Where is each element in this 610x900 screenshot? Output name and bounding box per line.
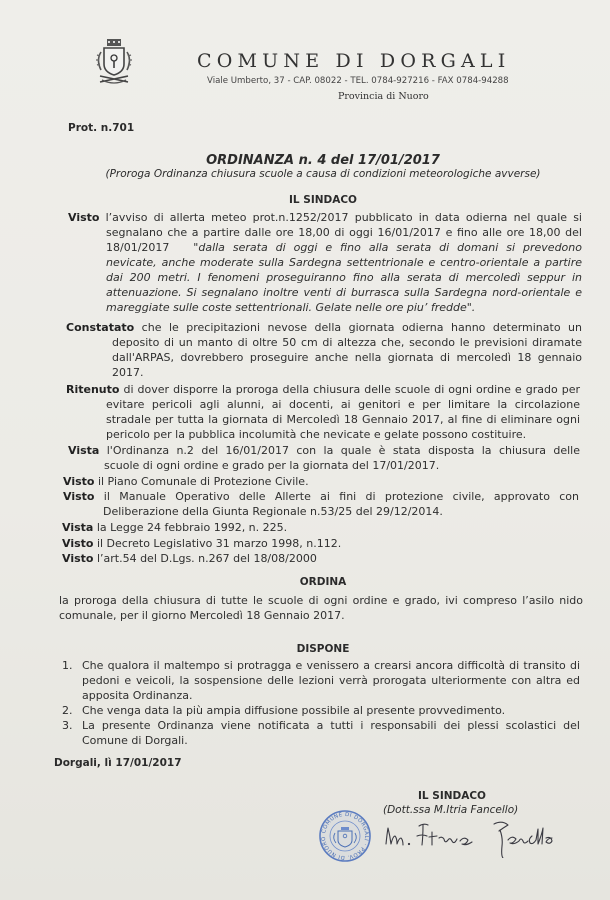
paragraph-visto-manuale bbox=[63, 489, 579, 519]
coat-of-arms-icon bbox=[92, 38, 136, 86]
letterhead-address: Viale Umberto, 37 - CAP. 08022 - TEL. 0784-927216 - FAX 0784-94288 bbox=[207, 76, 509, 86]
list-number: 1. bbox=[62, 659, 73, 672]
text-line: scuole di ogni ordine e grado per la giornata del 17/01/2017. bbox=[104, 459, 440, 472]
place-date: Dorgali, lì 17/01/2017 bbox=[54, 757, 182, 769]
keyword: Ritenuto bbox=[66, 383, 120, 396]
letterhead-province: Provincia di Nuoro bbox=[338, 91, 429, 102]
text-line: Che qualora il maltempo si protragga e venissero a crearsi ancora difficoltà di transito di bbox=[82, 659, 580, 672]
paragraph-vista-ordinanza bbox=[68, 443, 580, 473]
keyword: Visto bbox=[63, 490, 95, 503]
text-line: Deliberazione della Giunta Regionale n.53/25 del 29/12/2014. bbox=[103, 505, 443, 518]
text-line: Comune di Dorgali. bbox=[82, 734, 188, 747]
text-line: deposito di un manto di oltre 50 cm di altezza che, secondo le previsioni diramate bbox=[112, 336, 582, 349]
text-line: 2017. bbox=[112, 366, 144, 379]
dispone-item-2 bbox=[62, 703, 580, 718]
text-line: dall'ARPAS, dovrebbero proseguire anche nella giornata di mercoledì 18 gennaio bbox=[112, 351, 582, 364]
text-line: comunale, per il giorno Mercoledì 18 Gennaio 2017. bbox=[59, 609, 345, 622]
dispone-item-1 bbox=[62, 658, 580, 703]
quoted-text: attenuazione. Si segnalano inoltre venti di burrasca sulla Sardegna nord-orientale e bbox=[106, 286, 582, 299]
text-line: La presente Ordinanza viene notificata a tutti i responsabili dei plessi scolastici del bbox=[82, 719, 580, 732]
text-line: pericolo per la pubblica incolumità che nevicate e gelate possono costituire. bbox=[106, 428, 527, 441]
text-line: il Manuale Operativo delle Allerte ai fini di protezione civile, approvato con bbox=[103, 490, 579, 503]
text-line: di dover disporre la proroga della chiusura delle scuole di ogni ordine e grado per bbox=[123, 383, 580, 396]
official-stamp bbox=[318, 809, 372, 863]
quoted-text: mareggiate sulle coste settentrionali. Gelate nelle ore piu’ fredde". bbox=[106, 301, 476, 314]
text-line: che le precipitazioni nevose della giornata odierna hanno determinato un bbox=[141, 321, 582, 334]
heading-ordina: ORDINA bbox=[299, 576, 347, 588]
svg-text:COMUNE DI DORGALI · PROV. DI N: COMUNE DI DORGALI · PROV. DI NUORO bbox=[320, 811, 370, 861]
text-line: l'Ordinanza n.2 del 16/01/2017 con la quale è stata disposta la chiusura delle bbox=[106, 444, 580, 457]
ordinance-subtitle: (Proroga Ordinanza chiusura scuole a causa di condizioni meteorologiche avverse) bbox=[105, 168, 541, 180]
quoted-text: dai 200 metri. I fenomeni proseguiranno fino alla serata di mercoledì seppur in bbox=[106, 271, 582, 284]
keyword: Vista bbox=[62, 521, 94, 534]
signatory-title: IL SINDACO bbox=[418, 790, 486, 802]
paragraph-ordina bbox=[59, 593, 583, 623]
quoted-text: nevicate, anche moderate sulla Sardegna settentrionale e centro-orientale a partire bbox=[106, 256, 582, 269]
signatory-name: (Dott.ssa M.Itria Fancello) bbox=[383, 804, 519, 816]
text-line: la Legge 24 febbraio 1992, n. 225. bbox=[96, 521, 288, 534]
keyword: Constatato bbox=[66, 321, 135, 334]
text-line: stradale per tutta la giornata di Mercoledì 18 Gennaio 2017, al fine di eliminare ogni bbox=[106, 413, 580, 426]
text-line: evitare pericoli agli alunni, ai docenti, ai genitori e per limitare la circolazione bbox=[106, 398, 580, 411]
quoted-text: "dalla serata di oggi e fino alla serata di domani si prevedono bbox=[193, 241, 582, 254]
ordinance-title: ORDINANZA n. 4 del 17/01/2017 bbox=[206, 153, 440, 168]
dispone-item-3 bbox=[62, 718, 580, 748]
paragraph-constatato bbox=[66, 320, 582, 380]
paragraph-visto-avviso bbox=[68, 210, 582, 315]
text-line: Che venga data la più ampia diffusione possibile al presente provvedimento. bbox=[82, 704, 506, 717]
paragraph-vista-legge bbox=[62, 520, 578, 535]
text-line: segnalano che a partire dalle ore 18,00 di oggi 16/01/2017 e fino alle ore 18,00 del bbox=[106, 226, 582, 239]
text-line: la proroga della chiusura di tutte le scuole di ogni ordine e grado, ivi compreso l’asilo nido bbox=[59, 594, 583, 607]
paragraph-ritenuto bbox=[66, 382, 580, 442]
protocol-number: Prot. n.701 bbox=[68, 122, 135, 134]
list-number: 3. bbox=[62, 719, 73, 732]
paragraph-visto-piano bbox=[63, 474, 579, 489]
text-line: l’art.54 del D.Lgs. n.267 del 18/08/2000 bbox=[96, 552, 317, 565]
keyword: Vista bbox=[68, 444, 100, 457]
list-number: 2. bbox=[62, 704, 73, 717]
keyword: Visto bbox=[68, 211, 100, 224]
text-line: pedoni e veicoli, la sospensione delle lezioni verrà prorogata ulteriormente con altra ed bbox=[82, 674, 580, 687]
keyword: Visto bbox=[62, 537, 94, 550]
paragraph-visto-decreto bbox=[62, 536, 578, 551]
paragraph-visto-art54 bbox=[62, 551, 578, 566]
text-line: apposita Ordinanza. bbox=[82, 689, 193, 702]
text-line: il Piano Comunale di Protezione Civile. bbox=[97, 475, 309, 488]
text-line: l’avviso di allerta meteo prot.n.1252/2017 pubblicato in data odierna nel quale si bbox=[105, 211, 582, 224]
heading-il-sindaco: IL SINDACO bbox=[289, 194, 357, 206]
letterhead-title: COMUNE DI DORGALI bbox=[197, 50, 511, 72]
heading-dispone: DISPONE bbox=[296, 643, 350, 655]
text-line: il Decreto Legislativo 31 marzo 1998, n.112. bbox=[96, 537, 342, 550]
keyword: Visto bbox=[62, 552, 94, 565]
text-line: 18/01/2017 bbox=[106, 241, 170, 254]
handwritten-signature bbox=[382, 814, 562, 858]
keyword: Visto bbox=[63, 475, 95, 488]
